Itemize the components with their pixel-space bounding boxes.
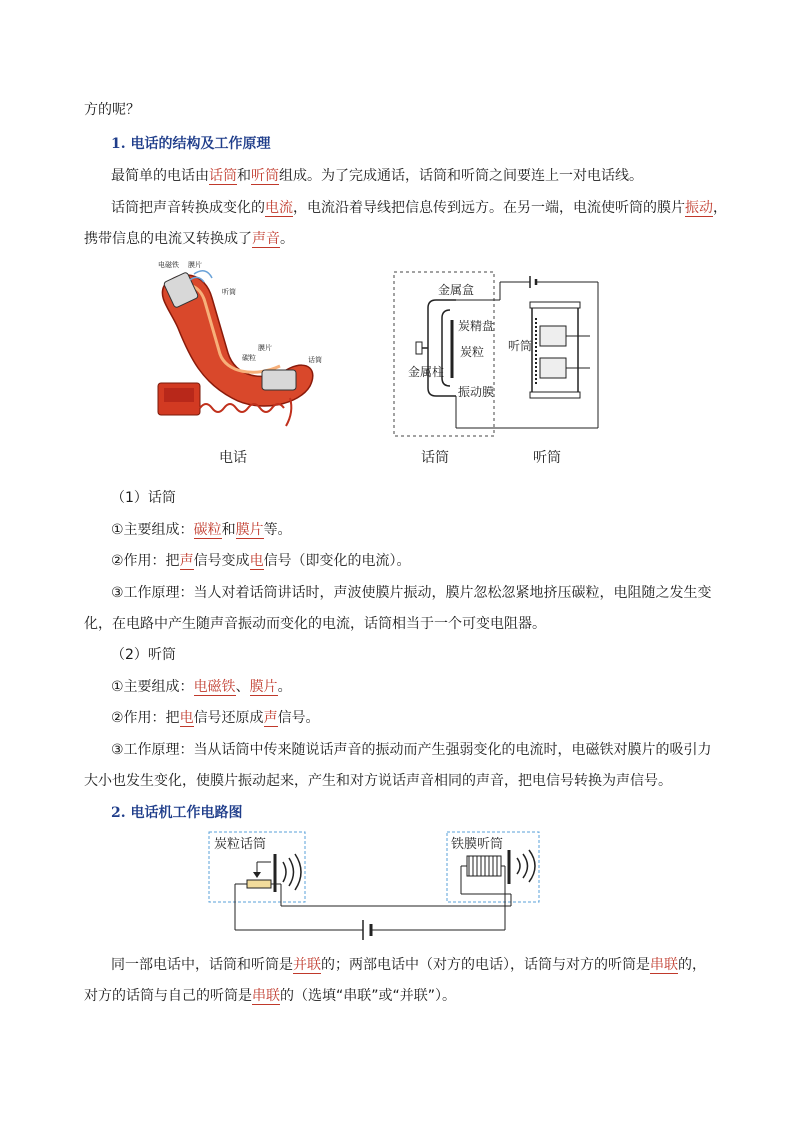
diagram-label: 炭粒 <box>460 345 485 359</box>
figure-caption: 电话 <box>219 450 247 466</box>
telephone-handset-illustration <box>150 258 335 438</box>
phone-label: 碳粒 <box>242 354 256 362</box>
paragraph-line: 对方的话筒与自己的听筒是串联的（选填“串联”或“并联”）。 <box>84 988 457 1004</box>
paragraph-line: ①主要组成：电磁铁、膜片。 <box>111 679 292 695</box>
paragraph-line: ③工作原理：当从话筒中传来随说话声音的振动而产生强弱变化的电流时，电磁铁对膜片的吸引力 <box>111 742 712 758</box>
paragraph-line: 同一部电话中，话筒和听筒是并联的；两部电话中（对方的电话），话筒与对方的听筒是串联的， <box>111 957 706 973</box>
paragraph-line: 大小也发生变化，使膜片振动起来，产生和对方说话声音相同的声音，把电信号转换为声信号。 <box>84 773 672 789</box>
telephone-circuit-diagram <box>205 828 545 944</box>
figure-caption: 话筒 <box>421 450 449 466</box>
phone-label: 电磁铁 <box>158 261 179 269</box>
diagram-label: 金属柱 <box>408 365 445 379</box>
diagram-label: 金属盒 <box>438 283 475 297</box>
circuit-label-microphone: 炭粒话筒 <box>214 837 267 852</box>
phone-label: 膜片 <box>258 344 272 352</box>
subsection-heading: （1）话筒 <box>111 490 176 506</box>
figure-caption: 听筒 <box>533 450 561 466</box>
diagram-label: 炭精盘 <box>458 319 495 333</box>
paragraph-line: 话筒把声音转换成变化的电流，电流沿着导线把信息传到远方。在另一端，电流使听筒的膜片振动， <box>111 200 727 216</box>
section-heading-structure: 1. 电话的结构及工作原理 <box>111 136 271 152</box>
paragraph-line: 携带信息的电流又转换成了声音。 <box>84 231 294 247</box>
paragraph-line: ②作用：把声信号变成电信号（即变化的电流）。 <box>111 553 411 569</box>
phone-label: 膜片 <box>188 261 202 269</box>
paragraph-line: 最简单的电话由话筒和听筒组成。为了完成通话，话筒和听筒之间要连上一对电话线。 <box>111 168 643 184</box>
paragraph-line: ②作用：把电信号还原成声信号。 <box>111 710 320 726</box>
phone-label: 听筒 <box>222 288 236 296</box>
paragraph-line: 化，在电路中产生随声音振动而变化的电流，话筒相当于一个可变电阻器。 <box>84 616 546 632</box>
paragraph-line: ①主要组成：碳粒和膜片等。 <box>111 522 292 538</box>
paragraph-line: ③工作原理：当人对着话筒讲话时，声波使膜片振动，膜片忽松忽紧地挤压碳粒，电阻随之发生变 <box>111 585 712 601</box>
section-heading-circuit: 2. 电话机工作电路图 <box>111 805 243 821</box>
diagram-label: 振动膜 <box>458 385 495 399</box>
text-line: 方的呢？ <box>84 102 140 118</box>
diagram-label: 听筒 <box>508 339 533 353</box>
circuit-label-receiver: 铁膜听筒 <box>451 837 504 852</box>
phone-label: 话筒 <box>308 356 322 364</box>
subsection-heading: （2）听筒 <box>111 647 176 663</box>
microphone-receiver-diagram <box>390 262 620 440</box>
